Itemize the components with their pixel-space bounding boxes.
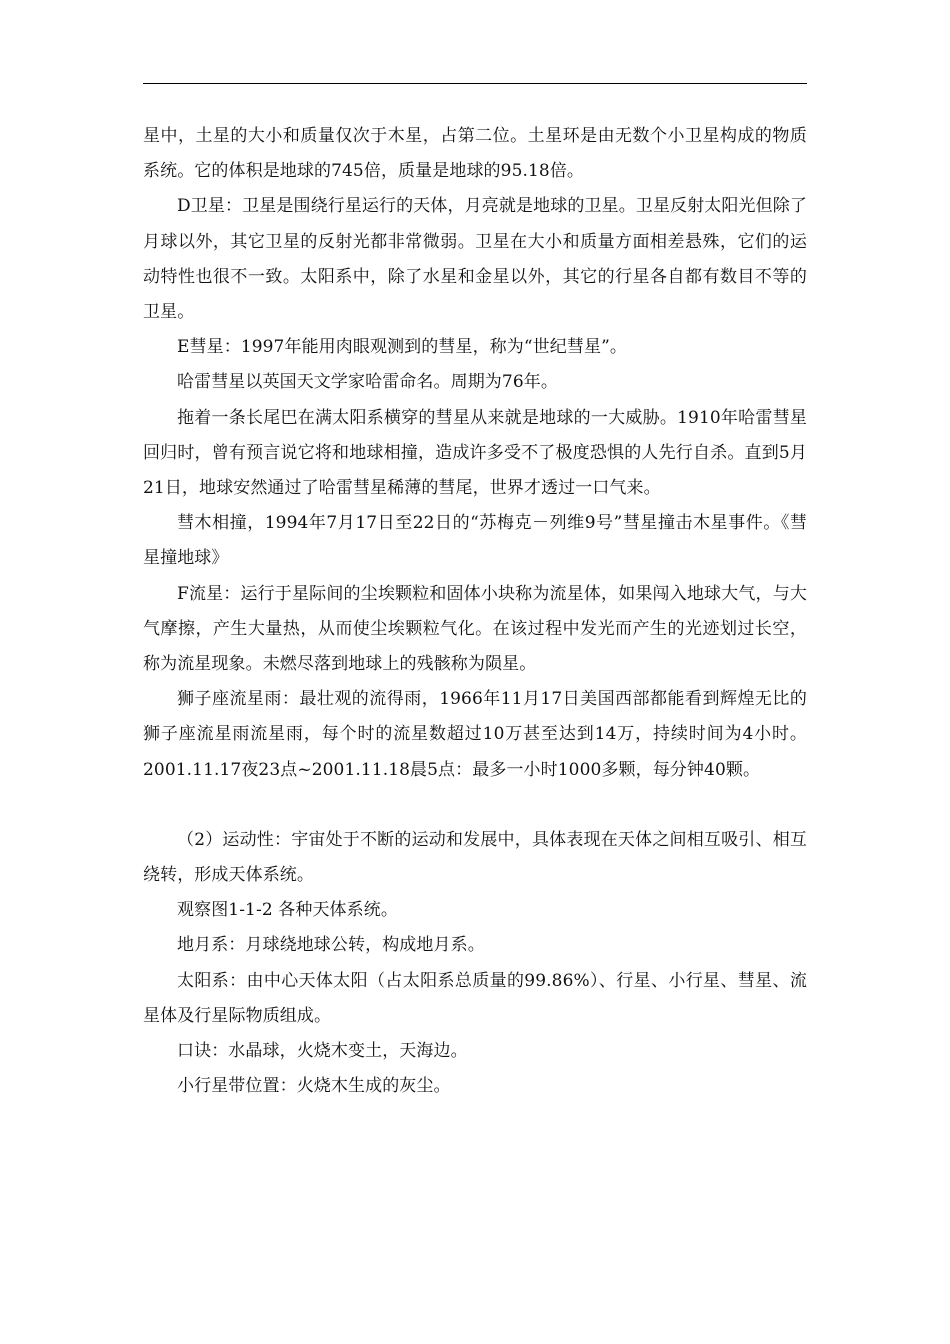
paragraph-solar-system: 太阳系：由中心天体太阳（占太阳系总质量的99.86%）、行星、小行星、彗星、流星体及行星际物质组成。 — [143, 970, 807, 1026]
paragraph-comet-jupiter: 彗木相撞，1994年7月17日至22日的“苏梅克－列维9号”彗星撞击木星事件。《彗星撞地球》 — [143, 513, 807, 569]
paragraph-satellite: D卫星：卫星是围绕行星运行的天体，月亮就是地球的卫星。卫星反射太阳光但除了月球以外，其它卫星的反射光都非常微弱。卫星在大小和质量方面相差悬殊，它们的运动特性也很不一致。太阳系中，除了水星和金星以外，其它的行星各自都有数目不等的卫星。 — [143, 196, 807, 323]
paragraph-asteroid-belt: 小行星带位置：火烧木生成的灰尘。 — [177, 1076, 451, 1097]
paragraph-comet-threat: 拖着一条长尾巴在满太阳系横穿的彗星从来就是地球的一大威胁。1910年哈雷彗星回归时，曾有预言说它将和地球相撞，造成许多受不了极度恐惧的人先行自杀。直到5月21日，地球安然通过了哈雷彗星稀薄的彗尾，世界才透过一口气来。 — [143, 407, 807, 499]
paragraph-mnemonic: 口诀：水晶球，火烧木变土，天海边。 — [177, 1041, 468, 1062]
paragraph-observe-figure: 观察图1-1-2 各种天体系统。 — [177, 900, 398, 921]
paragraph-leonids: 狮子座流星雨：最壮观的流得雨，1966年11月17日美国西部都能看到辉煌无比的狮子座流星雨流星雨，每个时的流星数超过10万甚至达到14万，持续时间为4小时。2001.11.17夜23点~2001.11.18晨5点：最多一小时1000多颗，每分钟40颗。 — [143, 689, 807, 780]
document-body — [143, 119, 807, 1104]
paragraph-meteor: F流星：运行于星际间的尘埃颗粒和固体小块称为流星体，如果闯入地球大气，与大气摩擦，产生大量热，从而使尘埃颗粒气化。在该过程中发光而产生的光迹划过长空，称为流星现象。未燃尽落到地球上的残骸称为陨星。 — [143, 583, 807, 675]
blank-line — [143, 788, 807, 823]
paragraph-comet: E彗星：1997年能用肉眼观测到的彗星，称为“世纪彗星”。 — [177, 337, 627, 358]
paragraph-earth-moon: 地月系：月球绕地球公转，构成地月系。 — [177, 935, 485, 956]
paragraph-halley: 哈雷彗星以英国天文学家哈雷命名。周期为76年。 — [177, 372, 558, 393]
header-rule — [143, 83, 807, 84]
paragraph-motion: （2）运动性：宇宙处于不断的运动和发展中，具体表现在天体之间相互吸引、相互绕转，形成天体系统。 — [143, 829, 807, 886]
paragraph-saturn: 星中，土星的大小和质量仅次于木星，占第二位。土星环是由无数个小卫星构成的物质系统。它的体积是地球的745倍，质量是地球的95.18倍。 — [143, 126, 807, 182]
